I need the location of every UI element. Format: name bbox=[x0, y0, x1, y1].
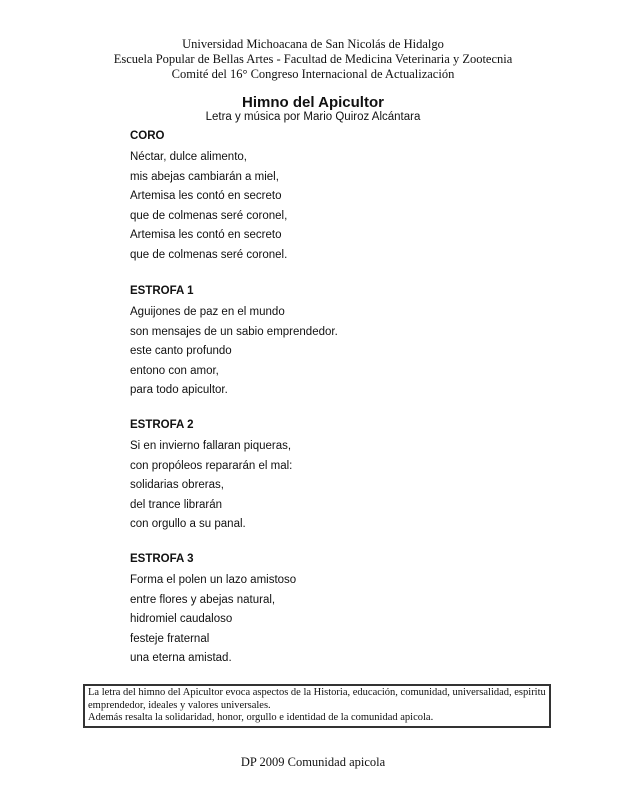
lyric-line: este canto profundo bbox=[130, 345, 232, 358]
lyric-line: hidromiel caudaloso bbox=[130, 613, 233, 626]
lyric-line: una eterna amistad. bbox=[130, 652, 232, 665]
note-line: Además resalta la solidaridad, honor, orgullo e identidad de la comunidad apicola. bbox=[88, 712, 434, 723]
lyric-line: Forma el polen un lazo amistoso bbox=[130, 574, 297, 586]
subtitle: Letra y música por Mario Quiroz Alcántara bbox=[205, 111, 421, 123]
lyric-line: entono con amor, bbox=[130, 364, 219, 377]
lyric-line: que de colmenas seré coronel. bbox=[130, 248, 288, 261]
note-box bbox=[83, 684, 551, 728]
section-heading: ESTROFA 3 bbox=[130, 553, 194, 565]
lyric-line: con propóleos repararán el mal: bbox=[130, 459, 293, 472]
lyric-line: que de colmenas seré coronel, bbox=[130, 209, 288, 222]
section-heading: CORO bbox=[130, 130, 165, 142]
lyric-line: entre flores y abejas natural, bbox=[130, 593, 276, 606]
lyric-line: solidarias obreras, bbox=[130, 479, 224, 492]
lyric-line: Artemisa les contó en secreto bbox=[130, 229, 282, 242]
lyric-line: festeje fraternal bbox=[130, 632, 210, 645]
lyric-line: Aguijones de paz en el mundo bbox=[130, 306, 285, 318]
note-line: La letra del himno del Apicultor evoca aspectos de la Historia, educación, comunidad, universalidad, espiritu emprendedor, ideales y valores universales. bbox=[88, 687, 546, 711]
lyric-line: son mensajes de un sabio emprendedor. bbox=[130, 325, 338, 338]
institution-line-1: Universidad Michoacana de San Nicolás de Hidalgo bbox=[182, 37, 444, 51]
lyric-line: mis abejas cambiarán a miel, bbox=[130, 170, 279, 183]
page-title: Himno del Apicultor bbox=[242, 94, 384, 111]
section-heading: ESTROFA 1 bbox=[130, 285, 194, 297]
lyric-line: Néctar, dulce alimento, bbox=[130, 151, 247, 163]
lyric-line: del trance librarán bbox=[130, 498, 223, 511]
section-coro bbox=[130, 129, 287, 266]
section-heading: ESTROFA 2 bbox=[130, 419, 194, 431]
institution-line-2: Escuela Popular de Bellas Artes - Facultad de Medicina Veterinaria y Zootecnia bbox=[113, 52, 513, 66]
section-estrofa-2 bbox=[130, 418, 292, 535]
lyric-line: Si en invierno fallaran piqueras, bbox=[130, 440, 292, 452]
institution-line-3: Comité del 16° Congreso Internacional de Actualización bbox=[171, 67, 455, 81]
lyric-line: Artemisa les contó en secreto bbox=[130, 190, 282, 203]
lyric-line: para todo apicultor. bbox=[130, 384, 228, 397]
section-estrofa-3 bbox=[130, 552, 296, 669]
footer: DP 2009 Comunidad apicola bbox=[240, 755, 386, 769]
lyric-line: con orgullo a su panal. bbox=[130, 518, 246, 531]
section-estrofa-1 bbox=[130, 284, 338, 401]
